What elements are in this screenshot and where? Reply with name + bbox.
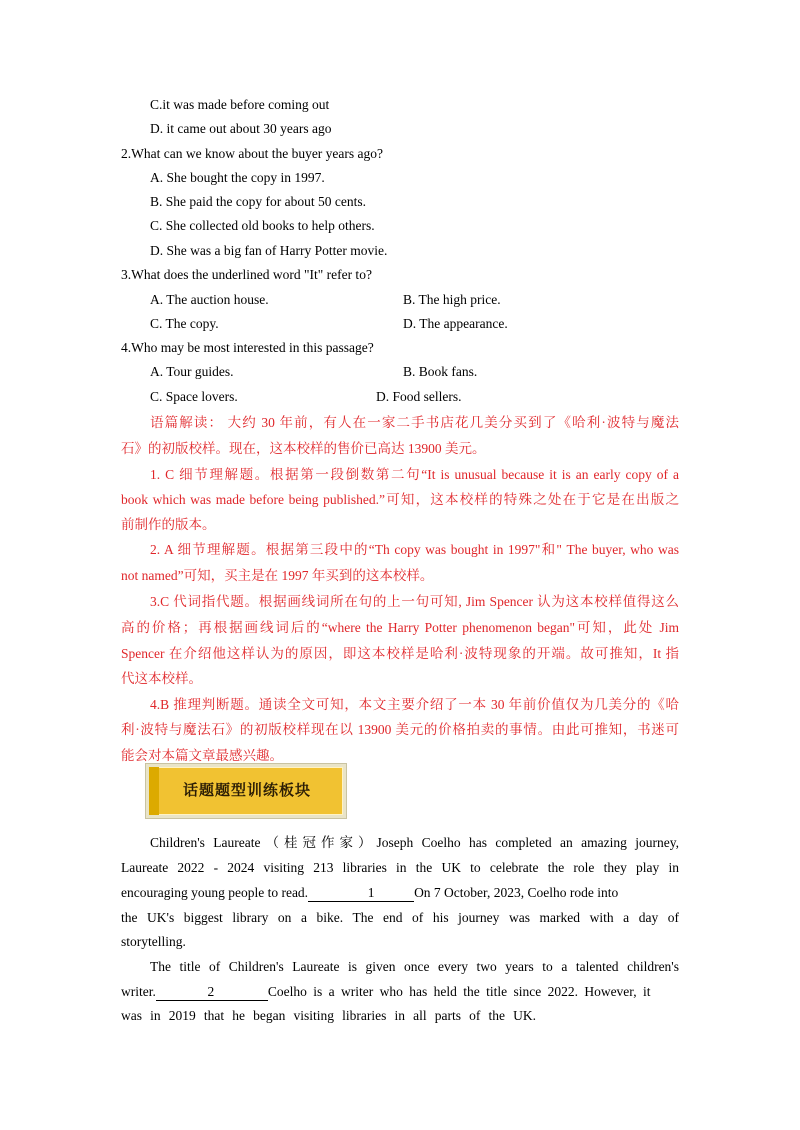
q4-option-a: A. Tour guides. bbox=[150, 364, 234, 379]
q3-option-a: A. The auction house. bbox=[150, 292, 269, 307]
section-banner bbox=[146, 764, 346, 818]
analysis-summary-line1: 语篇解读： 大约 30 年前，有人在一家二手书店花几美分买到了《哈利·波特与魔法 bbox=[150, 415, 679, 430]
passage-p2-line1: The title of Children's Laureate is given once every two years to a talented children's bbox=[150, 959, 679, 974]
passage-p2-line2-post: Coelho is a writer who has held the title since 2022. However, it bbox=[267, 984, 651, 999]
q2-option-d: D. She was a big fan of Harry Potter movie. bbox=[150, 243, 388, 258]
section-banner-label: 话题题型训练板块 bbox=[183, 781, 312, 799]
analysis-answer3-line2: 高的价格；再根据画线词后的“where the Harry Potter phenomenon began"可知，此处 Jim bbox=[121, 620, 679, 635]
q3-option-d: D. The appearance. bbox=[403, 316, 508, 331]
passage-p1-line3 bbox=[121, 883, 679, 903]
passage-p1-line3-pre: encouraging young people to read. bbox=[121, 885, 309, 900]
blank-2-number: 2 bbox=[207, 984, 215, 999]
q4-option-c: C. Space lovers. bbox=[150, 389, 238, 404]
analysis-answer3-line4: 代这本校样。 bbox=[121, 671, 202, 686]
passage-p1-line2: Laureate 2022 - 2024 visiting 213 libraries in the UK to celebrate the role they play in bbox=[121, 860, 679, 875]
passage-p2-line3: was in 2019 that he began visiting libraries in all parts of the UK. bbox=[121, 1008, 536, 1023]
q3-question: 3.What does the underlined word "It" refer to? bbox=[121, 267, 372, 282]
q1-option-d: D. it came out about 30 years ago bbox=[150, 121, 332, 136]
analysis-summary-line2: 石》的初版校样。现在，这本校样的售价已高达 13900 美元。 bbox=[121, 441, 486, 456]
q2-question: 2.What can we know about the buyer years ago? bbox=[121, 146, 384, 161]
q4-option-d: D. Food sellers. bbox=[376, 389, 462, 404]
passage-p1-line3-post: On 7 October, 2023, Coelho rode into bbox=[414, 885, 619, 900]
blank-1-number: 1 bbox=[367, 885, 375, 900]
passage-p2-line2-pre: writer. bbox=[121, 984, 156, 999]
blank-1[interactable] bbox=[308, 885, 414, 902]
analysis-answer3-line1: 3.C 代词指代题。根据画线词所在句的上一句可知, Jim Spencer 认为这本校样值得这么 bbox=[150, 594, 679, 609]
analysis-answer4-line2: 利·波特与魔法石》的初版校样现在以 13900 美元的价格拍卖的事情。由此可推知，书迷可 bbox=[121, 722, 679, 737]
q3-option-c: C. The copy. bbox=[150, 316, 219, 331]
q4-option-b: B. Book fans. bbox=[403, 364, 478, 379]
passage-p2-line2 bbox=[121, 982, 679, 1002]
passage-p1-line5: storytelling. bbox=[121, 934, 186, 949]
passage-p1-line4: the UK's biggest library on a bike. The end of his journey was marked with a day of bbox=[121, 910, 679, 925]
q2-option-b: B. She paid the copy for about 50 cents. bbox=[150, 194, 366, 209]
analysis-answer2-line2: not named”可知，买主是在 1997 年买到的这本校样。 bbox=[121, 568, 434, 583]
analysis-answer2-line1: 2. A 细节理解题。根据第三段中的“Th copy was bought in 1997"和" The buyer, who was bbox=[150, 542, 679, 557]
q2-option-a: A. She bought the copy in 1997. bbox=[150, 170, 325, 185]
passage-p1-line1: Children's Laureate（桂冠作家）Joseph Coelho has completed an amazing journey, bbox=[150, 835, 679, 850]
analysis-answer1-line1: 1. C 细节理解题。根据第一段倒数第二句“It is unusual because it is an early copy of a bbox=[150, 467, 679, 482]
analysis-answer4-line1: 4.B 推理判断题。通读全文可知，本文主要介绍了一本 30 年前价值仅为几美分的《哈 bbox=[150, 697, 679, 712]
analysis-answer1-line3: 前制作的版本。 bbox=[121, 517, 216, 532]
q1-option-c: C.it was made before coming out bbox=[150, 97, 330, 112]
analysis-answer3-line3: Spencer 在介绍他这样认为的原因，即这本校样是哈利·波特现象的开端。故可推知，It 指 bbox=[121, 646, 679, 661]
q2-option-c: C. She collected old books to help others. bbox=[150, 218, 375, 233]
analysis-answer1-line2: book which was made before being published.”可知，这本校样的特殊之处在于它是在出版之 bbox=[121, 492, 679, 507]
q3-option-b: B. The high price. bbox=[403, 292, 501, 307]
q4-question: 4.Who may be most interested in this passage? bbox=[121, 340, 374, 355]
analysis-answer4-line3: 能会对本篇文章最感兴趣。 bbox=[121, 748, 283, 763]
blank-2[interactable] bbox=[156, 984, 268, 1001]
